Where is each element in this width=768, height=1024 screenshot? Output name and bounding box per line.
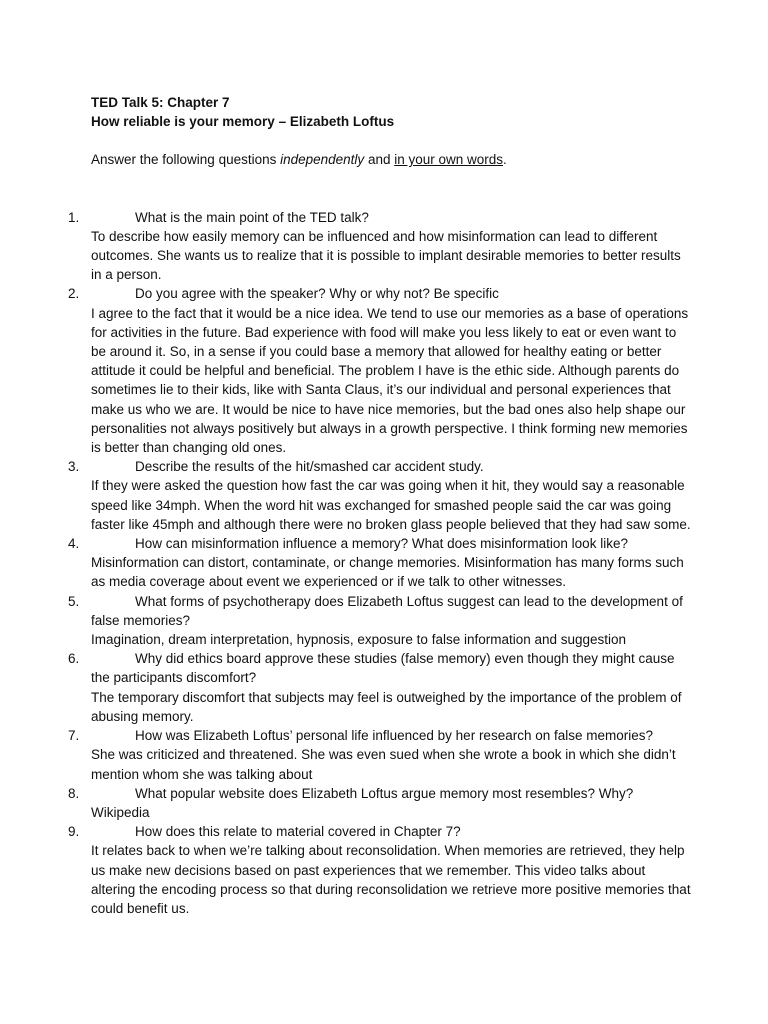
answer-text: I agree to the fact that it would be a nice idea. We tend to use our memories as a base of operations for activities in the future. Bad experience with food will make you less likely to eat or even want to be around it. So, in a sense if you could base a memory that allowed for healthy eating or better attitude it could be helpful and beneficial. The problem I have is the ethic side. Although parents do sometimes lie to their kids, like with Santa Claus, it’s our individual and personal experiences that make us who we are. It would be nice to have nice memories, but the bad ones also help shape our personalities not always positively but always in a growth perspective. I think forming new memories is better than changing old ones. [91, 305, 689, 456]
instructions-underline: in your own words [394, 152, 504, 168]
instructions [91, 150, 691, 169]
question-list [68, 208, 691, 919]
question-item [68, 649, 691, 726]
question-item [68, 208, 691, 285]
question-number: 9. [68, 824, 80, 840]
question-item [68, 534, 691, 592]
question-text: How was Elizabeth Loftus’ personal life influenced by her research on false memories? [135, 728, 654, 744]
answer-text: She was criticized and threatened. She was even sued when she wrote a book in which she didn’t mention whom she was talking about [91, 747, 676, 782]
question-item [68, 726, 691, 784]
question-text: What is the main point of the TED talk? [135, 209, 369, 225]
answer-text: Misinformation can distort, contaminate, or change memories. Misinformation has many forms such as media coverage about event we experienced or if we talk to other witnesses. [91, 555, 684, 590]
question-number: 2. [68, 286, 80, 302]
instructions-prefix: Answer the following questions [91, 152, 281, 168]
question-text: Describe the results of the hit/smashed car accident study. [135, 459, 484, 475]
question-item [68, 784, 691, 822]
question-text: Why did ethics board approve these studies (false memory) even though they might cause the participants discomfort? [91, 651, 675, 686]
question-text: What forms of psychotherapy does Elizabeth Loftus suggest can lead to the development of false memories? [91, 593, 683, 628]
answer-text: If they were asked the question how fast the car was going when it hit, they would say a reasonable speed like 34mph. When the word hit was exchanged for smashed people said the car was going faster like 45mph and although there were no broken glass people believed that they had saw some. [91, 478, 691, 532]
question-item [68, 822, 691, 918]
document-title [91, 93, 691, 131]
question-item [68, 592, 691, 650]
question-number: 6. [68, 651, 80, 667]
instructions-suffix: . [503, 152, 507, 168]
question-number: 4. [68, 536, 80, 552]
question-number: 5. [68, 593, 80, 609]
question-number: 3. [68, 459, 80, 475]
document-body [68, 93, 691, 918]
answer-text: Wikipedia [91, 804, 150, 820]
question-text: How can misinformation influence a memory? What does misinformation look like? [135, 536, 628, 552]
title-line-1: TED Talk 5: Chapter 7 [91, 95, 230, 110]
question-text: What popular website does Elizabeth Loftus argue memory most resembles? Why? [135, 785, 634, 801]
question-text: Do you agree with the speaker? Why or why not? Be specific [135, 286, 499, 302]
question-number: 1. [68, 209, 80, 225]
answer-text: Imagination, dream interpretation, hypnosis, exposure to false information and suggestion [91, 632, 627, 648]
question-number: 8. [68, 785, 80, 801]
answer-text: To describe how easily memory can be influenced and how misinformation can lead to different outcomes. She wants us to realize that it is possible to implant desirable memories to better results in a person. [91, 228, 681, 283]
instructions-middle: and [364, 152, 395, 168]
question-item [68, 457, 691, 534]
answer-text: It relates back to when we’re talking about reconsolidation. When memories are retrieved, they help us make new decisions based on past experiences that we remember. This video talks about altering the encoding process so that during reconsolidation we retrieve more positive memories that could benefit us. [91, 843, 691, 916]
question-number: 7. [68, 728, 80, 744]
question-item [68, 284, 691, 457]
answer-text: The temporary discomfort that subjects may feel is outweighed by the importance of the problem of abusing memory. [91, 689, 682, 724]
title-line-2: How reliable is your memory – Elizabeth Loftus [91, 114, 395, 130]
instructions-emphasis: independently [280, 152, 365, 168]
question-text: How does this relate to material covered in Chapter 7? [135, 824, 461, 840]
